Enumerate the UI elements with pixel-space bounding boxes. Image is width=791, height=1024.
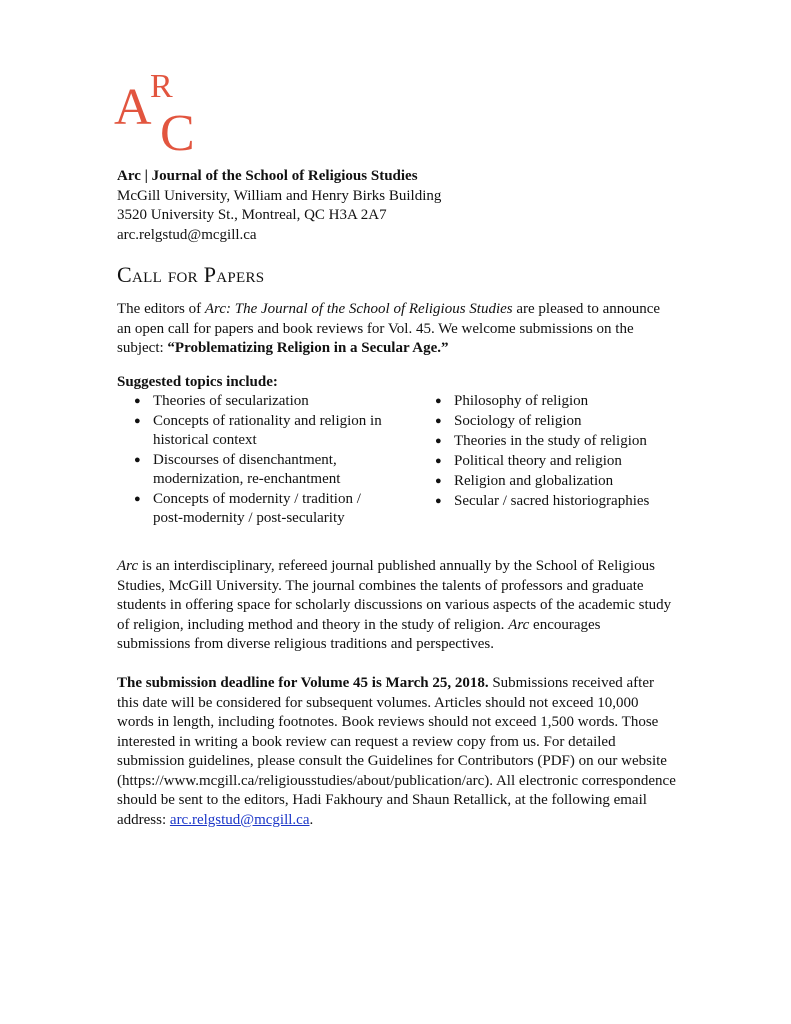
bullet-icon: ● [435,475,442,487]
contact-email: arc.relgstud@mcgill.ca [117,226,257,243]
arc-logo [114,70,214,160]
intro-text-2: are pleased to announce an open call for papers and book reviews for Vol. 45. We welcome submissions on the subject: [117,301,661,356]
list-item [435,452,695,472]
list-item-text: Concepts of modernity / tradition / post-modernity / post-secularity [153,490,361,526]
address-line-1: McGill University, William and Henry Birks Building [117,187,442,204]
intro-subject: “Problematizing Religion in a Secular Age.” [167,340,449,356]
about-text-1: is an interdisciplinary, refereed journal published annually by the School of Religious Studies, McGill University. The journal combines the talents of professors and graduate students in offering space for scholarly discussions on various aspects of the academic study of religion, including method and theory in the study of religion. [117,558,672,633]
about-paragraph [117,557,677,655]
deadline-text: The submission deadline for Volume 45 is March 25, 2018. [117,675,489,691]
topics-list-left [134,392,394,529]
intro-paragraph [117,300,677,359]
bullet-icon: ● [435,435,442,447]
bullet-icon: ● [134,492,141,505]
arc-italic: Arc [508,616,530,633]
list-item-text: Political theory and religion [454,453,622,469]
submission-end: . [309,811,314,828]
topics-list-right [435,392,695,512]
logo-letter-c: C [160,105,195,162]
list-item-text: Sociology of religion [454,413,582,429]
list-item-text: Secular / sacred historiographies [454,493,650,509]
intro-journal-title: Arc: The Journal of the School of Religious Studies [204,301,513,317]
list-item-text: Discourses of disenchantment, modernization, re-enchantment [153,451,341,487]
list-item-text: Concepts of rationality and religion in historical context [153,412,382,448]
address-block [117,167,441,245]
bullet-icon: ● [435,495,442,507]
list-item [134,451,394,490]
list-item-text: Theories in the study of religion [454,433,647,449]
bullet-icon: ● [435,395,442,407]
address-line-2: 3520 University St., Montreal, QC H3A 2A7 [117,207,387,223]
bullet-icon: ● [134,414,141,427]
submission-paragraph [117,674,677,830]
about-text-2: encourages submissions from diverse religious traditions and perspectives. [117,616,601,652]
list-item [134,392,394,412]
email-link[interactable]: arc.relgstud@mcgill.ca [169,811,310,828]
submission-text: Submissions received after this date will be considered for subsequent volumes. Articles should not exceed 10,000 words in length, including footnotes. Book reviews should not exceed 1,500 words. Those interested in writing a book review can request a review copy from us. For detailed submission guidelines, please consult the Guidelines for Contributors (PDF) on our website (https://www.mcgill.ca/religiousstudies/about/publication/arc). All electronic correspondence should be sent to the editors, Hadi Fakhoury and Shaun Retallick, at the following email address: [117,675,676,828]
bullet-icon: ● [134,395,141,407]
list-item-text: Religion and globalization [454,473,614,489]
list-item-text: Theories of secularization [153,393,309,409]
list-item-text: Philosophy of religion [454,393,589,409]
logo-letter-a: A [114,79,152,136]
bullet-icon: ● [435,415,442,427]
list-item [435,472,695,492]
list-item [435,492,695,512]
bullet-icon: ● [134,453,141,466]
list-item [134,490,394,529]
topics-heading: Suggested topics include: [117,374,278,390]
list-item [435,432,695,452]
list-item [134,412,394,451]
list-item [435,392,695,412]
bullet-icon: ● [435,455,442,467]
logo-letter-r: R [150,68,173,105]
page-title: Call for Papers [117,262,265,287]
journal-name: Arc | Journal of the School of Religious Studies [117,168,418,184]
intro-text-1: The editors of [117,301,205,317]
arc-italic: Arc [117,558,139,574]
list-item [435,412,695,432]
